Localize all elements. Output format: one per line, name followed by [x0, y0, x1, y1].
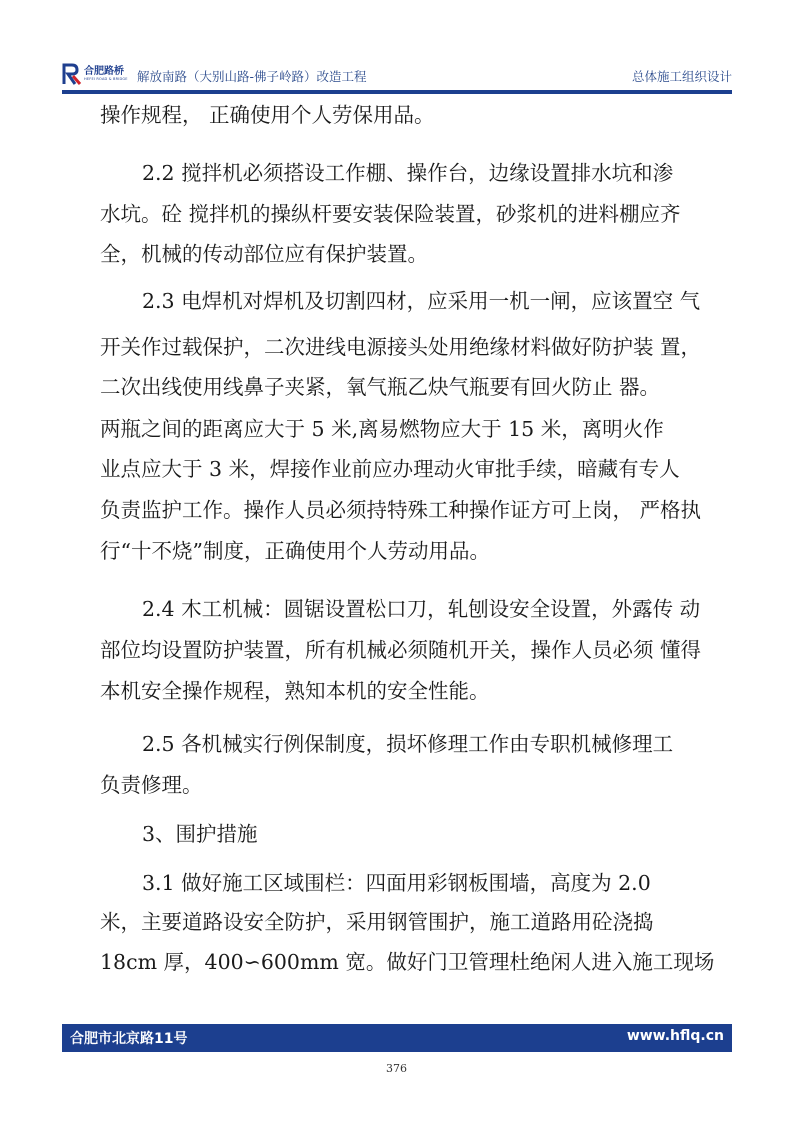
page-header [62, 62, 732, 90]
page-footer [62, 1024, 732, 1052]
logo-en-text: HEFEI ROAD & BRIDGE [84, 76, 128, 81]
text-line: 水坑。砼 搅拌机的操纵杆要安装保险装置，砂浆机的进料棚应齐 [100, 202, 681, 226]
text-line: 开关作过载保护，二次进线电源接头处用绝缘材料做好防护装 置， [100, 335, 702, 359]
header-divider [62, 90, 732, 94]
text-line: 业点应大于 3 米，焊接作业前应办理动火审批手续，暗藏有专人 [100, 457, 680, 481]
text-line: 两瓶之间的距离应大于 5 米,离易燃物应大于 15 米，离明火作 [100, 417, 664, 441]
text-line: 2.5 各机械实行例保制度，损坏修理工作由专职机械修理工 [142, 732, 674, 756]
text-line: 负责修理。 [100, 773, 203, 797]
text-line: 2.4 木工机械：圆锯设置松口刀，轧刨设安全设置，外露传 动 [142, 597, 701, 621]
logo-icon [62, 63, 82, 85]
company-logo [62, 62, 128, 86]
text-line: 部位均设置防护装置，所有机械必须随机开关，操作人员必须 懂得 [100, 638, 702, 662]
text-line: 二次出线使用线鼻子夹紧，氧气瓶乙炔气瓶要有回火防止 器。 [100, 375, 661, 399]
text-line: 负责监护工作。操作人员必须持特殊工种操作证方可上岗， 严格执 [100, 498, 702, 522]
text-line: 操作规程， 正确使用个人劳保用品。 [100, 103, 435, 127]
section-heading: 3、围护措施 [142, 822, 258, 846]
text-line: 2.3 电焊机对焊机及切割四材，应采用一机一闸，应该置空 气 [142, 289, 701, 313]
page-number: 376 [386, 1062, 407, 1075]
text-line: 2.2 搅拌机必须搭设工作棚、操作台，边缘设置排水坑和渗 [142, 161, 674, 185]
text-line: 行“十不烧”制度，正确使用个人劳动用品。 [100, 539, 490, 563]
footer-website: www.hflq.cn [626, 1028, 724, 1044]
project-title: 解放南路（大别山路-佛子岭路）改造工程 [137, 69, 367, 84]
text-line: 米，主要道路设安全防护，采用钢管围护，施工道路用砼浇捣 [100, 910, 654, 934]
text-line: 18cm 厚，400∽600mm 宽。做好门卫管理杜绝闲人进入施工现场 [100, 950, 715, 974]
document-title: 总体施工组织设计 [631, 69, 732, 84]
text-line: 3.1 做好施工区域围栏：四面用彩钢板围墙，高度为 2.0 [142, 871, 651, 895]
footer-address: 合肥市北京路11号 [70, 1031, 188, 1047]
logo-cn-text: 合肥路桥 [84, 65, 124, 77]
text-line: 本机安全操作规程，熟知本机的安全性能。 [100, 679, 490, 703]
text-line: 全，机械的传动部位应有保护装置。 [100, 242, 428, 266]
